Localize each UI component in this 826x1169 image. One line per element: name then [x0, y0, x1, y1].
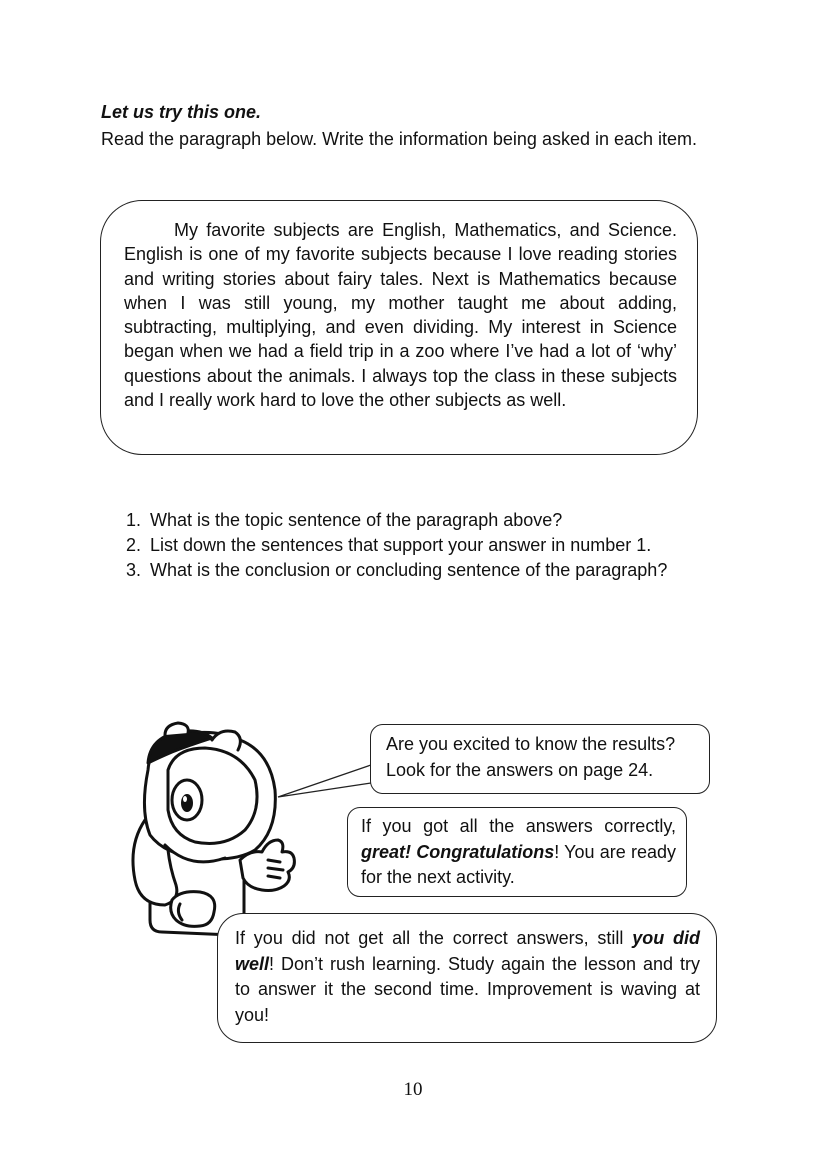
- bubble-text: [361, 814, 676, 891]
- question-text: List down the sentences that support your answer in number 1.: [150, 535, 652, 555]
- question-text: What is the topic sentence of the paragraph above?: [150, 510, 563, 530]
- page-number: 10: [403, 1079, 423, 1100]
- bubble-text-post: ! You are ready for the next activity.: [361, 841, 676, 887]
- bubble-line: Are you excited to know the results?: [386, 734, 676, 754]
- bubble-emphasis: great! Congratulations: [361, 841, 555, 862]
- question-number: 3.: [126, 560, 142, 580]
- speech-bubble-results: [370, 724, 710, 794]
- activity-heading: Let us try this one.: [101, 102, 262, 122]
- speech-bubble-incorrect: [217, 913, 717, 1043]
- speech-bubble-correct: [347, 807, 687, 897]
- bubble-text-pre: If you did not get all the correct answers, still: [235, 928, 633, 948]
- activity-instruction: Read the paragraph below. Write the information being asked in each item.: [101, 129, 698, 149]
- bubble-line: Look for the answers on page 24.: [386, 759, 654, 780]
- bubble-text-pre: If you got all the answers correctly,: [361, 816, 676, 836]
- question-number: 2.: [126, 535, 142, 555]
- paragraph-text: My favorite subjects are English, Mathematics, and Science. English is one of my favorite subjects because I love reading stories and writing stories about fairy tales. Next is Mathematics because when I was still young, my mother taught me about adding, subtracting, multiplying, and even dividing. My interest in Science began when we had a field trip in a zoo where I’ve had a lot of ‘why’ questions about the animals. I always top the class in these subjects and I really work hard to love the other subjects as well.: [124, 220, 677, 411]
- bubble-text: [235, 926, 700, 1028]
- question-text: What is the conclusion or concluding sentence of the paragraph?: [150, 560, 668, 580]
- bubble-emphasis: you did well: [235, 928, 700, 974]
- question-number: 1.: [126, 510, 142, 530]
- bubble-text-post: ! Don’t rush learning. Study again the lesson and try to answer it the second time. Improvement is waving at you!: [235, 953, 700, 1025]
